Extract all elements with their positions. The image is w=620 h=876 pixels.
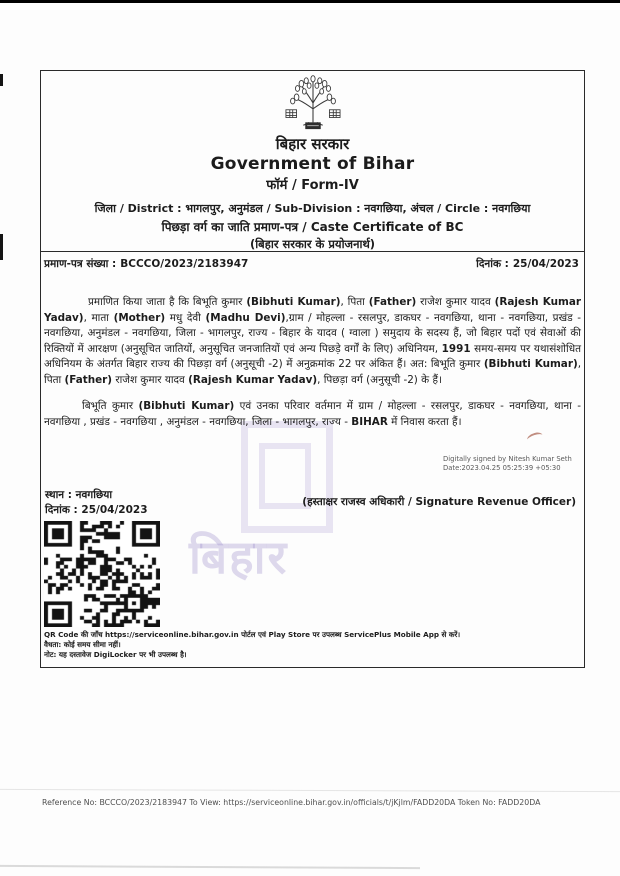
pen-mark — [526, 431, 544, 445]
certificate-date — [476, 257, 579, 271]
scan-edge-top — [0, 0, 620, 3]
place-date-block — [45, 488, 148, 518]
bihar-watermark — [171, 421, 411, 631]
digital-signature-stamp — [443, 455, 572, 473]
digital-signature-signer: Digitally signed by Nitesh Kumar Seth — [443, 455, 572, 463]
date-line: दिनांक : 25/04/2023 — [45, 504, 148, 516]
bihar-emblem-icon — [284, 74, 342, 132]
watermark-text: बिहार — [189, 530, 289, 584]
government-name-hindi: बिहार सरकार — [275, 135, 350, 153]
watermark-logo-shape — [241, 421, 333, 533]
purpose-line: (बिहार सरकार के प्रयोजनार्थ) — [249, 237, 376, 251]
certificate-meta-row — [44, 257, 579, 271]
scan-edge-bottom — [0, 865, 420, 869]
qr-note-validity: वैधता: कोई समय सीमा नहीं। — [44, 639, 121, 649]
certificate-date-value: 25/04/2023 — [512, 258, 579, 270]
certificate-number-value: BCCCO/2023/2183947 — [120, 258, 249, 270]
certificate-number-label: प्रमाण-पत्र संख्या : — [44, 258, 117, 270]
qr-note-digilocker: नोट: यह दस्तावेज DigiLocker पर भी उपलब्ध है। — [44, 649, 187, 659]
certificate-title: पिछड़ा वर्ग का जाति प्रमाण-पत्र / Caste Certificate of BC — [161, 220, 464, 234]
certificate-body — [40, 70, 585, 668]
certificate-date-label: दिनांक : — [476, 258, 509, 270]
scan-artifact-line — [0, 789, 620, 792]
district-subdivision-circle-line: जिला / District : भागलपुर, अनुमंडल / Sub-Division : नवगछिया, अंचल / Circle : नवगछिया — [94, 202, 531, 215]
scan-edge-mark — [0, 234, 3, 260]
place-line: स्थान : नवगछिया — [45, 489, 113, 501]
qr-note-verification: QR Code की जाँच https://serviceonline.bihar.gov.in पोर्टल एवं Play Store पर उपलब्ध ServicePlus Mobile App से करें। — [44, 630, 461, 639]
digital-signature-date: Date:2023.04.25 05:25:39 +05:30 — [443, 464, 561, 472]
qr-code — [44, 521, 160, 627]
form-number: फॉर्म / Form-IV — [266, 178, 359, 193]
certificate-paragraph-2: बिभूति कुमार (Bibhuti Kumar) एवं उनका परिवार वर्तमान में ग्राम / मोहल्ला - रसलपुर, डाकघर - नवगछिया, थाना - नवगछिया , प्रखंड - नवगछिया , अनुमंडल - नवगछिया, जिला - भागलपुर, राज्य - BIHAR में निवास करता हैं। — [44, 400, 581, 428]
certificate-header — [41, 74, 584, 252]
certificate-paragraph-1: प्रमाणित किया जाता है कि बिभूति कुमार (Bibhuti Kumar), पिता (Father) राजेश कुमार यादव (Rajesh Kumar Yadav), माता (Mother) मधु देवी (Madhu Devi),ग्राम / मोहल्ला - रसलपुर, डाकघर - नवगछिया, थाना - नवगछिया, प्रखंड - नवगछिया, अनुमंडल - नवगछिया, जिला - भागलपुर, राज्य - बिहार के यादव ( ग्वाला ) समुदाय के सदस्य हैं, जो बिहार पदों एवं सेवाओं की रिक्तियों में आरक्षण (अनुसूचित जातियों, अनुसूचित जनजातियों एवं अन्य पिछड़े वर्गों के लिए) अधिनियम, 1991 समय-समय पर यथासंशोधित अधिनियम के अंतर्गत बिहार राज्य की पिछड़ा वर्ग (अनुसूची -2) में अनुक्रमांक 22 पर अंकित हैं। अत: बिभूति कुमार (Bibhuti Kumar), पिता (Father) राजेश कुमार यादव (Rajesh Kumar Yadav), पिछड़ा वर्ग (अनुसूची -2) के हैं। — [44, 296, 582, 386]
revenue-officer-signature-line: (हस्ताक्षर राजस्व अधिकारी / Signature Revenue Officer) — [302, 496, 576, 508]
certificate-number — [44, 257, 248, 271]
scan-edge-mark — [0, 74, 3, 86]
reference-footer: Reference No: BCCCO/2023/2183947 To View: https://serviceonline.bihar.gov.in/officials/t/jKjlm/FADD20DA Token No: FADD20DA — [42, 798, 541, 807]
government-name-english: Government of Bihar — [210, 154, 415, 174]
qr-notes — [44, 630, 581, 659]
header-divider — [41, 251, 584, 252]
